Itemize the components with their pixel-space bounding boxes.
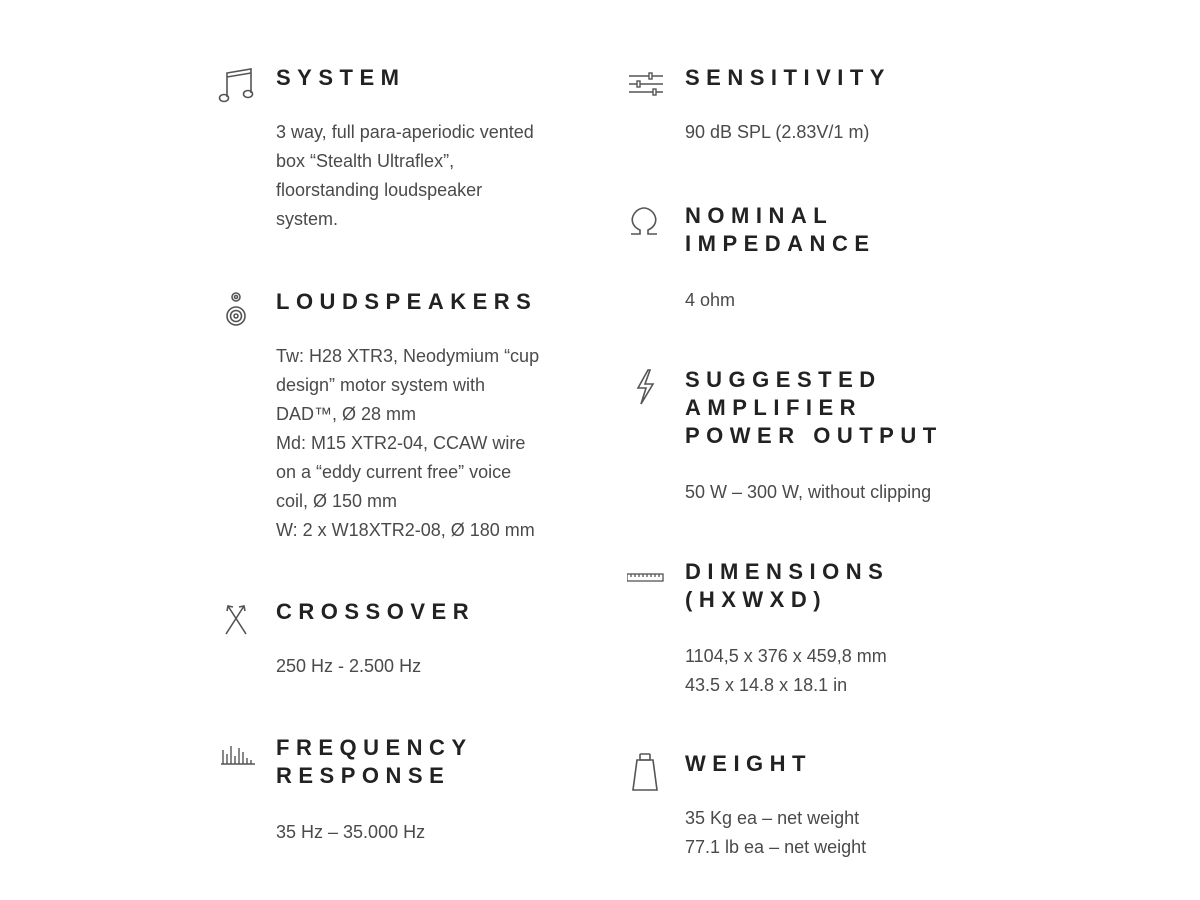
weight-icon <box>627 750 667 790</box>
impedance-value: 4 ohm <box>685 290 736 310</box>
sensitivity-value: 90 dB SPL (2.83V/1 m) <box>685 122 870 142</box>
omega-icon <box>627 202 667 242</box>
dimensions-value: 1104,5 x 376 x 459,8 mm 43.5 x 14.8 x 18.1 in <box>685 646 887 695</box>
crossover-arrows-icon <box>218 598 258 638</box>
spec-sensitivity <box>627 64 1027 147</box>
crossover-value: 250 Hz - 2.500 Hz <box>276 656 422 676</box>
spec-crossover <box>218 598 598 681</box>
ruler-icon <box>627 558 667 598</box>
lightning-bolt-icon <box>627 366 667 406</box>
weight-value: 35 Kg ea – net weight 77.1 lb ea – net weight <box>685 808 867 857</box>
weight-title: WEIGHT <box>685 751 812 776</box>
loudspeakers-value: Tw: H28 XTR3, Neodymium “cup design” motor system with DAD™, Ø 28 mm Md: M15 XTR2-04, CCAW wire on a “eddy current free” voice coil, Ø 150 mm W: 2 x W18XTR2-08, Ø 180 mm <box>276 346 540 540</box>
amplifier-value: 50 W – 300 W, without clipping <box>685 482 932 502</box>
speaker-icon <box>218 288 258 328</box>
spec-impedance <box>627 202 1027 315</box>
spec-amplifier <box>627 366 1027 507</box>
spec-weight <box>627 750 1027 862</box>
dimensions-title: DIMENSIONS (HXWXD) <box>685 559 890 612</box>
impedance-title: NOMINAL IMPEDANCE <box>685 203 876 256</box>
spec-frequency-response <box>218 734 598 847</box>
sensitivity-title: SENSITIVITY <box>685 65 891 90</box>
frequency-response-value: 35 Hz – 35.000 Hz <box>276 822 426 842</box>
spec-system <box>218 64 598 234</box>
system-title: SYSTEM <box>276 65 406 90</box>
sliders-icon <box>627 64 667 104</box>
equalizer-bars-icon <box>218 734 258 774</box>
music-note-icon <box>218 64 258 104</box>
crossover-title: CROSSOVER <box>276 599 476 624</box>
amplifier-title: SUGGESTED AMPLIFIER POWER OUTPUT <box>685 367 943 448</box>
spec-loudspeakers <box>218 288 598 545</box>
system-value: 3 way, full para-aperiodic vented box “Stealth Ultraflex”, floorstanding loudspeaker system. <box>276 122 534 229</box>
loudspeakers-title: LOUDSPEAKERS <box>276 289 538 314</box>
frequency-response-title: FREQUENCY RESPONSE <box>276 735 473 788</box>
spec-dimensions <box>627 558 1027 700</box>
